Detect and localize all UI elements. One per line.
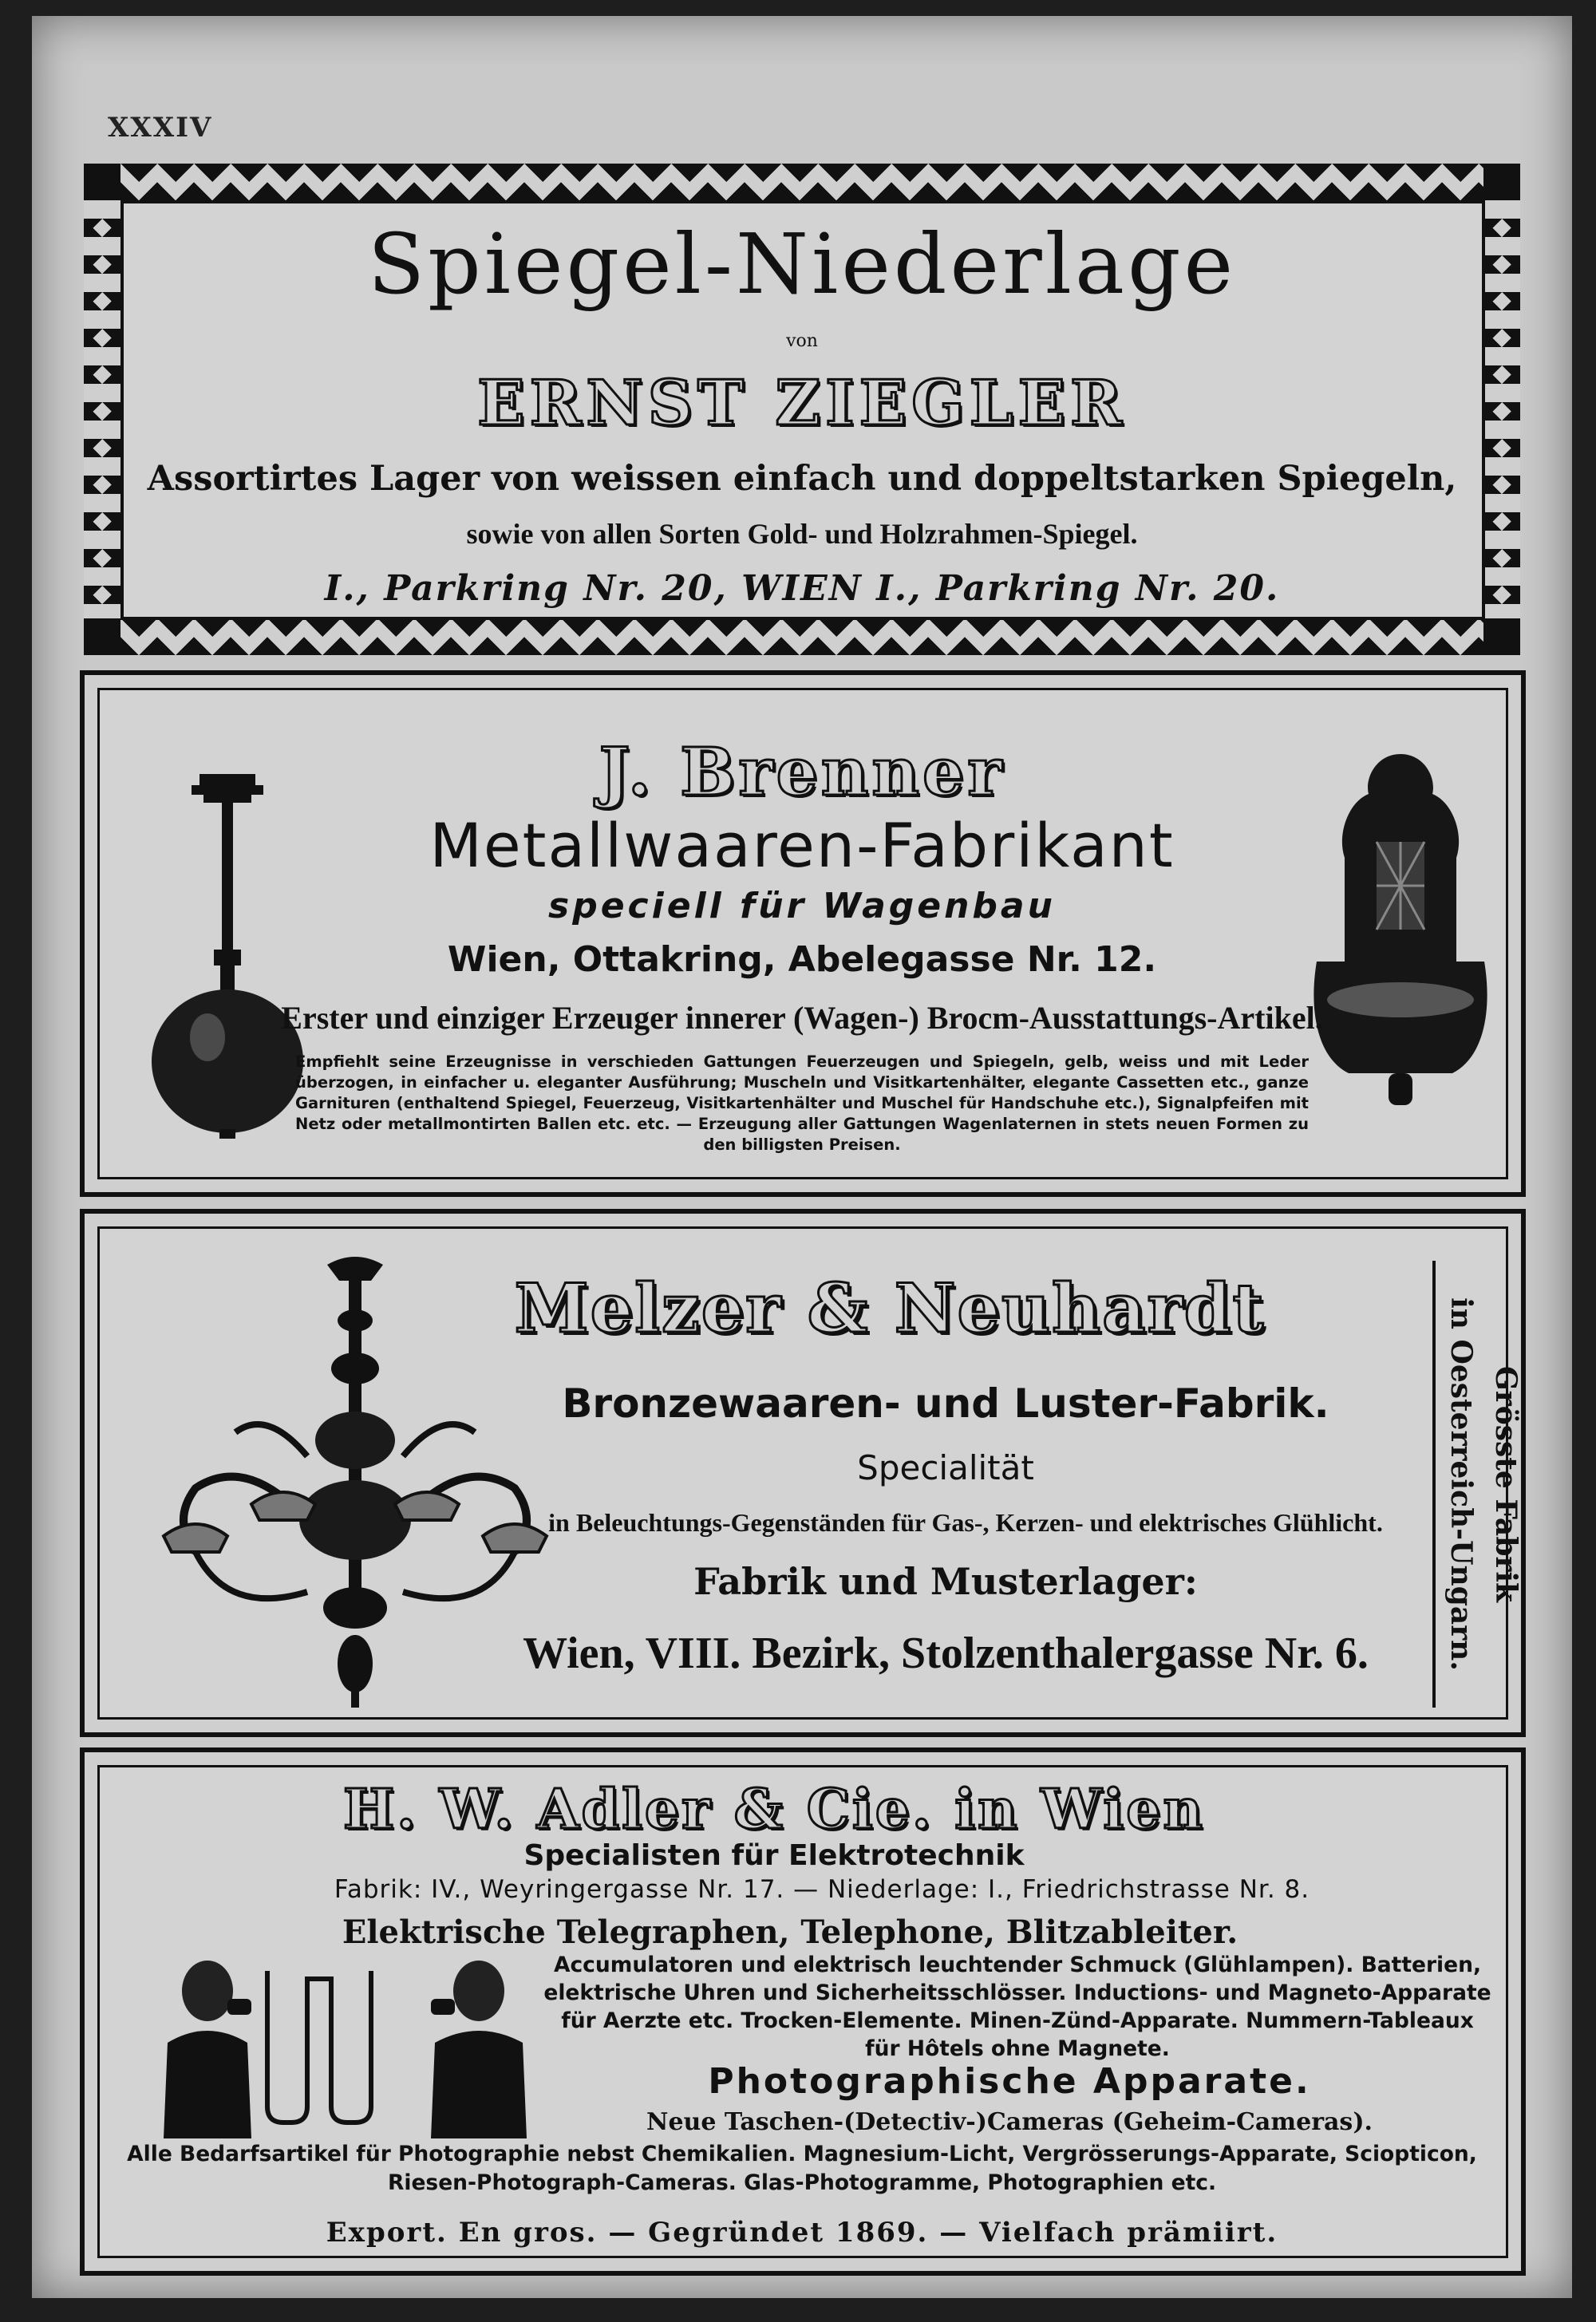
adler-photo-heading: Photographische Apparate. bbox=[708, 2061, 1311, 2102]
zigzag-border-top bbox=[84, 164, 1520, 200]
melzer-subtitle: Bronzewaaren- und Luster-Fabrik. bbox=[562, 1380, 1329, 1427]
corner-ornament bbox=[1483, 618, 1520, 655]
melzer-address: Wien, VIII. Bezirk, Stolzenthalergasse Nr. 6. bbox=[523, 1629, 1369, 1678]
brenner-first-line: Erster und einziger Erzeuger innerer (Wagen-) Brocm-Ausstattungs-Artikel. bbox=[281, 1000, 1323, 1036]
corner-ornament bbox=[84, 618, 120, 655]
ziegler-name: ERNST ZIEGLER bbox=[477, 367, 1127, 440]
melzer-specialitaet: Specialität bbox=[857, 1448, 1034, 1487]
adler-export-line: Export. En gros. — Gegründet 1869. — Vielfach prämiirt. bbox=[326, 2217, 1278, 2249]
adler-electrical-products: Accumulatoren und elektrisch leuchtender Schmuck (Glühlampen). Batterien, elektrische Uhren und Sicherheitsschlösser. Inductions- und Magneto-Apparate für Aerzte etc. Trocken-Elemente. Minen-Zünd-Apparate. Nummern-Tableaux für Hôtels ohne Magnete. bbox=[543, 1953, 1491, 2061]
brenner-description: Empfiehlt seine Erzeugnisse in verschieden Gattungen Feuerzeugen und Spiegeln, gelb, weiss und mit Leder überzogen, in einfacher u. eleganter Ausführung; Muscheln und Visitkartenhälter, elegante Cassetten etc., ganze Garnituren (enthaltend Spiegel, Feuerzeug, Visitkartenhälter und Muschel für Handschuhe etc.), Signalpfeifen mit Netz oder metallmontirten Ballen etc. etc. — Erzeugung aller Gattungen Wagenlaternen in stets neuen Formen zu den billigsten Preisen. bbox=[295, 1052, 1309, 1154]
brenner-address: Wien, Ottakring, Abelegasse Nr. 12. bbox=[447, 939, 1157, 980]
melzer-side-text bbox=[1439, 1261, 1528, 1708]
zigzag-border-bottom bbox=[84, 618, 1520, 655]
page-number: XXXIV bbox=[108, 112, 213, 144]
melzer-side-line-2: in Oesterreich-Ungarn. bbox=[1444, 1297, 1478, 1671]
melzer-side-line-1: Grösste Fabrik bbox=[1489, 1366, 1523, 1602]
telephone-users-illustration bbox=[152, 1955, 543, 2138]
ziegler-address: I., Parkring Nr. 20, WIEN I., Parkring Nr. 20. bbox=[324, 568, 1280, 609]
adler-name: H. W. Adler & Cie. in Wien bbox=[343, 1778, 1205, 1842]
ziegler-line-2: sowie von allen Sorten Gold- und Holzrahmen-Spiegel. bbox=[466, 518, 1138, 550]
adler-telegraph-line: Elektrische Telegraphen, Telephone, Blitzableiter. bbox=[342, 1913, 1238, 1951]
brenner-name: J. Brenner bbox=[598, 734, 1005, 811]
corner-ornament bbox=[1483, 164, 1520, 200]
ziegler-line-1: Assortirtes Lager von weissen einfach und doppeltstarken Spiegeln, bbox=[147, 459, 1457, 499]
corner-ornament bbox=[84, 164, 120, 200]
brenner-trade: Metallwaaren-Fabrikant bbox=[429, 810, 1175, 881]
ziegler-von: von bbox=[786, 331, 818, 351]
melzer-side-panel bbox=[1432, 1261, 1531, 1708]
adler-cameras-line: Neue Taschen-(Detectiv-)Cameras (Geheim-Cameras). bbox=[646, 2108, 1373, 2136]
paper-sheet bbox=[32, 16, 1572, 2298]
adler-photo-products: Alle Bedarfsartikel für Photographie nebst Chemikalien. Magnesium-Licht, Vergrösserungs-Apparate, Sciopticon, Riesen-Photograph-Cameras. Glas-Photogramme, Photographien etc. bbox=[127, 2142, 1477, 2195]
adler-speciality: Specialisten für Elektrotechnik bbox=[523, 1839, 1025, 1872]
brenner-speciality: speciell für Wagenbau bbox=[548, 886, 1056, 926]
ziegler-title: Spiegel-Niederlage bbox=[367, 215, 1237, 313]
melzer-fabrik: Fabrik und Musterlager: bbox=[693, 1560, 1198, 1603]
melzer-lighting-line: in Beleuchtungs-Gegenständen für Gas-, Kerzen- und elektrisches Glühlicht. bbox=[548, 1508, 1383, 1537]
melzer-name: Melzer & Neuhardt bbox=[514, 1269, 1266, 1348]
adler-addresses: Fabrik: IV., Weyringergasse Nr. 17. — Niederlage: I., Friedrichstrasse Nr. 8. bbox=[334, 1875, 1310, 1904]
